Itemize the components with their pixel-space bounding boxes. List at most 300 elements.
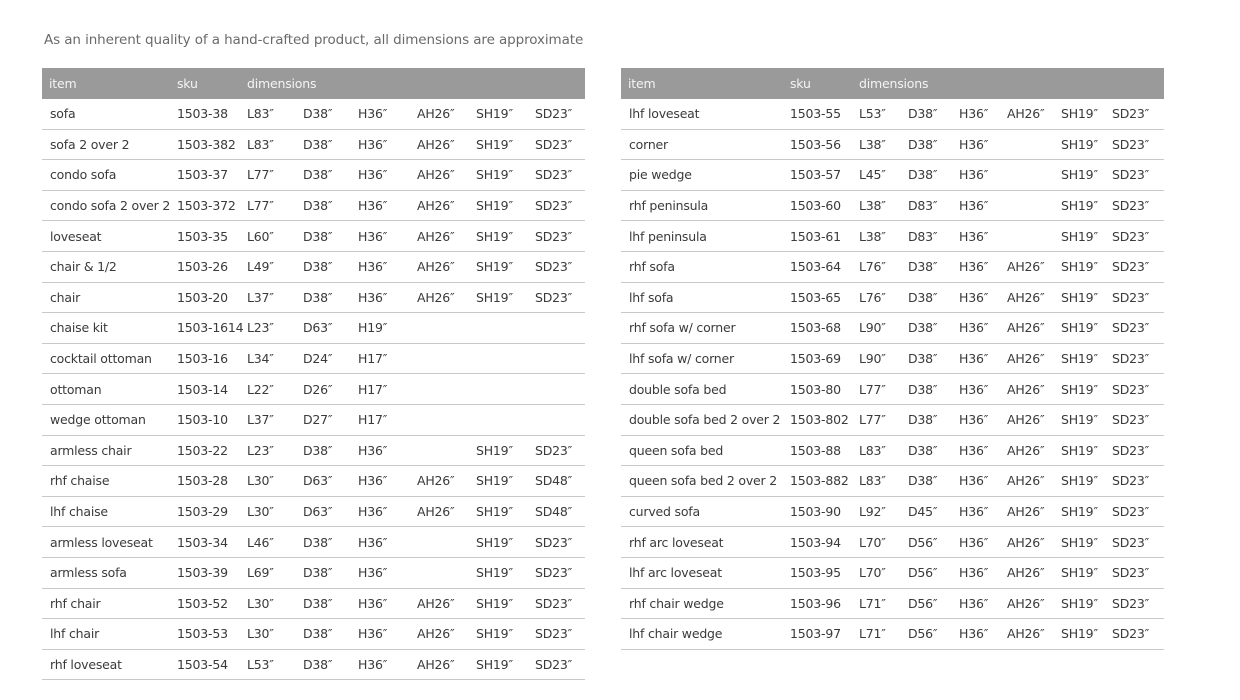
height-cell: H36″ — [351, 496, 410, 527]
height-cell: H36″ — [952, 99, 1000, 129]
depth-cell: D83″ — [901, 190, 952, 221]
sku-cell: 1503-22 — [170, 435, 240, 466]
seat-depth-cell: SD23″ — [1105, 466, 1164, 497]
sku-cell: 1503-80 — [783, 374, 852, 405]
depth-cell: D38″ — [901, 251, 952, 282]
seat-depth-cell: SD23″ — [1105, 527, 1164, 558]
arm-height-cell — [1000, 160, 1054, 191]
height-cell: H36″ — [952, 619, 1000, 650]
arm-height-cell: AH26″ — [1000, 313, 1054, 344]
item-cell: double sofa bed — [621, 374, 783, 405]
seat-height-cell: SH19″ — [1054, 160, 1105, 191]
arm-height-cell — [1000, 129, 1054, 160]
seat-height-cell: SH19″ — [1054, 99, 1105, 129]
sku-cell: 1503-28 — [170, 466, 240, 497]
seat-height-cell: SH19″ — [469, 99, 528, 129]
item-cell: armless chair — [42, 435, 170, 466]
sku-cell: 1503-382 — [170, 129, 240, 160]
length-cell: L92″ — [852, 496, 901, 527]
sku-cell: 1503-802 — [783, 404, 852, 435]
length-cell: L77″ — [240, 190, 296, 221]
item-cell: rhf chair — [42, 588, 170, 619]
seat-depth-cell: SD23″ — [1105, 404, 1164, 435]
arm-height-cell: AH26″ — [1000, 99, 1054, 129]
height-cell: H36″ — [351, 557, 410, 588]
seat-height-cell: SH19″ — [1054, 282, 1105, 313]
seat-depth-cell: SD23″ — [528, 129, 585, 160]
seat-height-cell: SH19″ — [469, 221, 528, 252]
length-cell: L37″ — [240, 404, 296, 435]
height-cell: H36″ — [351, 588, 410, 619]
table-row — [621, 221, 1164, 252]
depth-cell: D63″ — [296, 313, 351, 344]
table-row — [621, 190, 1164, 221]
item-cell: armless sofa — [42, 557, 170, 588]
item-column-header: item — [42, 68, 170, 99]
seat-depth-cell: SD23″ — [528, 160, 585, 191]
seat-depth-cell: SD23″ — [528, 221, 585, 252]
length-cell: L22″ — [240, 374, 296, 405]
seat-height-cell: SH19″ — [469, 466, 528, 497]
height-cell: H36″ — [351, 649, 410, 680]
seat-height-cell: SH19″ — [469, 496, 528, 527]
table-header-row — [42, 68, 585, 99]
seat-depth-cell: SD23″ — [528, 557, 585, 588]
depth-cell: D27″ — [296, 404, 351, 435]
depth-cell: D45″ — [901, 496, 952, 527]
height-cell: H36″ — [952, 251, 1000, 282]
length-cell: L38″ — [852, 129, 901, 160]
seat-depth-cell: SD23″ — [1105, 343, 1164, 374]
approximate-dimensions-note: As an inherent quality of a hand-crafted product, all dimensions are approximate — [44, 32, 584, 48]
arm-height-cell: AH26″ — [1000, 496, 1054, 527]
item-cell: lhf peninsula — [621, 221, 783, 252]
item-cell: rhf sofa w/ corner — [621, 313, 783, 344]
table-row — [621, 282, 1164, 313]
table-row — [621, 466, 1164, 497]
sku-cell: 1503-35 — [170, 221, 240, 252]
seat-depth-cell: SD23″ — [1105, 374, 1164, 405]
sku-cell: 1503-97 — [783, 619, 852, 650]
table-row — [42, 190, 585, 221]
seat-depth-cell: SD23″ — [1105, 129, 1164, 160]
sku-cell: 1503-88 — [783, 435, 852, 466]
table-row — [621, 619, 1164, 650]
depth-cell: D38″ — [296, 588, 351, 619]
item-cell: lhf sofa w/ corner — [621, 343, 783, 374]
arm-height-cell: AH26″ — [410, 588, 469, 619]
depth-cell: D38″ — [296, 99, 351, 129]
height-cell: H36″ — [351, 282, 410, 313]
seat-height-cell: SH19″ — [1054, 343, 1105, 374]
item-cell: cocktail ottoman — [42, 343, 170, 374]
sku-cell: 1503-68 — [783, 313, 852, 344]
seat-height-cell: SH19″ — [469, 527, 528, 558]
depth-cell: D38″ — [901, 435, 952, 466]
height-cell: H36″ — [952, 435, 1000, 466]
height-cell: H36″ — [351, 466, 410, 497]
arm-height-cell: AH26″ — [410, 129, 469, 160]
arm-height-cell — [410, 527, 469, 558]
seat-height-cell: SH19″ — [1054, 404, 1105, 435]
depth-cell: D38″ — [296, 160, 351, 191]
seat-height-cell: SH19″ — [469, 435, 528, 466]
length-cell: L45″ — [852, 160, 901, 191]
table-row — [42, 374, 585, 405]
arm-height-cell — [410, 343, 469, 374]
seat-depth-cell — [528, 374, 585, 405]
length-cell: L83″ — [240, 99, 296, 129]
height-cell: H36″ — [351, 619, 410, 650]
item-cell: lhf arc loveseat — [621, 557, 783, 588]
height-cell: H36″ — [351, 435, 410, 466]
height-cell: H36″ — [952, 466, 1000, 497]
height-cell: H36″ — [952, 129, 1000, 160]
depth-cell: D63″ — [296, 496, 351, 527]
item-cell: lhf chair wedge — [621, 619, 783, 650]
height-cell: H36″ — [351, 129, 410, 160]
sku-cell: 1503-64 — [783, 251, 852, 282]
depth-cell: D38″ — [296, 557, 351, 588]
seat-height-cell: SH19″ — [469, 190, 528, 221]
depth-cell: D38″ — [901, 282, 952, 313]
seat-depth-cell: SD23″ — [528, 527, 585, 558]
seat-height-cell: SH19″ — [1054, 557, 1105, 588]
length-cell: L53″ — [852, 99, 901, 129]
height-cell: H17″ — [351, 374, 410, 405]
seat-depth-cell: SD23″ — [528, 619, 585, 650]
height-cell: H36″ — [351, 527, 410, 558]
item-cell: rhf chair wedge — [621, 588, 783, 619]
sku-cell: 1503-38 — [170, 99, 240, 129]
length-cell: L37″ — [240, 282, 296, 313]
item-cell: chair — [42, 282, 170, 313]
dimensions-column-header: dimensions — [240, 68, 585, 99]
length-cell: L83″ — [852, 435, 901, 466]
sku-cell: 1503-65 — [783, 282, 852, 313]
item-cell: rhf arc loveseat — [621, 527, 783, 558]
sku-cell: 1503-95 — [783, 557, 852, 588]
table-row — [42, 99, 585, 129]
seat-height-cell: SH19″ — [469, 619, 528, 650]
depth-cell: D38″ — [296, 619, 351, 650]
item-cell: condo sofa — [42, 160, 170, 191]
height-cell: H19″ — [351, 313, 410, 344]
depth-cell: D38″ — [901, 466, 952, 497]
depth-cell: D38″ — [296, 190, 351, 221]
length-cell: L71″ — [852, 588, 901, 619]
seat-depth-cell: SD48″ — [528, 496, 585, 527]
item-cell: condo sofa 2 over 2 — [42, 190, 170, 221]
table-row — [42, 343, 585, 374]
item-cell: lhf sofa — [621, 282, 783, 313]
seat-depth-cell: SD23″ — [1105, 619, 1164, 650]
arm-height-cell — [410, 313, 469, 344]
dimensions-table-right — [621, 68, 1164, 650]
depth-cell: D38″ — [901, 99, 952, 129]
seat-height-cell: SH19″ — [1054, 466, 1105, 497]
seat-depth-cell: SD23″ — [1105, 282, 1164, 313]
seat-height-cell: SH19″ — [469, 282, 528, 313]
table-row — [42, 588, 585, 619]
depth-cell: D38″ — [296, 221, 351, 252]
table-row — [42, 404, 585, 435]
arm-height-cell — [1000, 221, 1054, 252]
seat-depth-cell: SD23″ — [1105, 160, 1164, 191]
length-cell: L30″ — [240, 466, 296, 497]
arm-height-cell: AH26″ — [410, 466, 469, 497]
height-cell: H36″ — [952, 557, 1000, 588]
item-cell: curved sofa — [621, 496, 783, 527]
arm-height-cell: AH26″ — [1000, 435, 1054, 466]
arm-height-cell: AH26″ — [1000, 251, 1054, 282]
table-row — [42, 619, 585, 650]
sku-cell: 1503-90 — [783, 496, 852, 527]
item-cell: wedge ottoman — [42, 404, 170, 435]
item-cell: sofa — [42, 99, 170, 129]
arm-height-cell: AH26″ — [1000, 282, 1054, 313]
table-row — [621, 313, 1164, 344]
depth-cell: D38″ — [901, 313, 952, 344]
table-row — [42, 129, 585, 160]
depth-cell: D38″ — [901, 160, 952, 191]
sku-cell: 1503-56 — [783, 129, 852, 160]
seat-depth-cell: SD23″ — [1105, 588, 1164, 619]
table-row — [42, 282, 585, 313]
table-row — [621, 435, 1164, 466]
sku-cell: 1503-94 — [783, 527, 852, 558]
table-row — [621, 404, 1164, 435]
arm-height-cell: AH26″ — [410, 619, 469, 650]
height-cell: H36″ — [351, 190, 410, 221]
depth-cell: D83″ — [901, 221, 952, 252]
seat-height-cell: SH19″ — [469, 649, 528, 680]
length-cell: L83″ — [240, 129, 296, 160]
length-cell: L53″ — [240, 649, 296, 680]
arm-height-cell — [410, 557, 469, 588]
sku-cell: 1503-882 — [783, 466, 852, 497]
sku-cell: 1503-372 — [170, 190, 240, 221]
sku-cell: 1503-29 — [170, 496, 240, 527]
depth-cell: D38″ — [296, 649, 351, 680]
length-cell: L83″ — [852, 466, 901, 497]
seat-depth-cell: SD23″ — [1105, 557, 1164, 588]
dimensions-table-left — [42, 68, 585, 680]
seat-depth-cell — [528, 343, 585, 374]
seat-depth-cell: SD23″ — [528, 435, 585, 466]
length-cell: L30″ — [240, 619, 296, 650]
table-row — [621, 496, 1164, 527]
height-cell: H36″ — [952, 496, 1000, 527]
seat-height-cell: SH19″ — [1054, 496, 1105, 527]
item-cell: corner — [621, 129, 783, 160]
length-cell: L90″ — [852, 313, 901, 344]
length-cell: L30″ — [240, 588, 296, 619]
table-row — [42, 496, 585, 527]
height-cell: H36″ — [351, 221, 410, 252]
depth-cell: D38″ — [296, 527, 351, 558]
sku-cell: 1503-37 — [170, 160, 240, 191]
arm-height-cell: AH26″ — [410, 282, 469, 313]
arm-height-cell: AH26″ — [410, 251, 469, 282]
length-cell: L77″ — [852, 374, 901, 405]
height-cell: H36″ — [952, 527, 1000, 558]
table-row — [621, 527, 1164, 558]
table-row — [42, 435, 585, 466]
length-cell: L38″ — [852, 221, 901, 252]
sku-cell: 1503-16 — [170, 343, 240, 374]
item-cell: rhf sofa — [621, 251, 783, 282]
seat-height-cell: SH19″ — [1054, 251, 1105, 282]
sku-cell: 1503-96 — [783, 588, 852, 619]
sku-cell: 1503-69 — [783, 343, 852, 374]
height-cell: H36″ — [351, 160, 410, 191]
arm-height-cell: AH26″ — [1000, 588, 1054, 619]
sku-cell: 1503-57 — [783, 160, 852, 191]
height-cell: H36″ — [351, 251, 410, 282]
sku-cell: 1503-61 — [783, 221, 852, 252]
length-cell: L38″ — [852, 190, 901, 221]
seat-depth-cell: SD23″ — [528, 99, 585, 129]
sku-cell: 1503-10 — [170, 404, 240, 435]
height-cell: H36″ — [952, 404, 1000, 435]
height-cell: H17″ — [351, 404, 410, 435]
length-cell: L77″ — [852, 404, 901, 435]
item-cell: lhf loveseat — [621, 99, 783, 129]
seat-height-cell: SH19″ — [469, 129, 528, 160]
seat-height-cell: SH19″ — [1054, 313, 1105, 344]
table-row — [621, 588, 1164, 619]
arm-height-cell — [410, 404, 469, 435]
depth-cell: D38″ — [296, 435, 351, 466]
depth-cell: D56″ — [901, 619, 952, 650]
height-cell: H36″ — [952, 343, 1000, 374]
length-cell: L76″ — [852, 282, 901, 313]
arm-height-cell: AH26″ — [1000, 466, 1054, 497]
item-cell: ottoman — [42, 374, 170, 405]
seat-height-cell: SH19″ — [1054, 190, 1105, 221]
item-cell: rhf loveseat — [42, 649, 170, 680]
height-cell: H17″ — [351, 343, 410, 374]
arm-height-cell: AH26″ — [1000, 404, 1054, 435]
item-cell: armless loveseat — [42, 527, 170, 558]
length-cell: L90″ — [852, 343, 901, 374]
arm-height-cell: AH26″ — [410, 190, 469, 221]
arm-height-cell — [410, 374, 469, 405]
seat-height-cell — [469, 313, 528, 344]
seat-depth-cell: SD23″ — [528, 588, 585, 619]
seat-height-cell: SH19″ — [469, 160, 528, 191]
table-row — [621, 251, 1164, 282]
sku-cell: 1503-55 — [783, 99, 852, 129]
table-row — [42, 527, 585, 558]
depth-cell: D38″ — [901, 374, 952, 405]
item-cell: pie wedge — [621, 160, 783, 191]
length-cell: L69″ — [240, 557, 296, 588]
sku-column-header: sku — [170, 68, 240, 99]
height-cell: H36″ — [351, 99, 410, 129]
arm-height-cell: AH26″ — [410, 221, 469, 252]
sku-column-header: sku — [783, 68, 852, 99]
seat-depth-cell — [528, 313, 585, 344]
depth-cell: D56″ — [901, 527, 952, 558]
seat-height-cell — [469, 343, 528, 374]
seat-height-cell: SH19″ — [1054, 435, 1105, 466]
sku-cell: 1503-34 — [170, 527, 240, 558]
table-row — [621, 99, 1164, 129]
sku-cell: 1503-53 — [170, 619, 240, 650]
item-cell: lhf chair — [42, 619, 170, 650]
item-cell: queen sofa bed — [621, 435, 783, 466]
table-row — [42, 466, 585, 497]
length-cell: L71″ — [852, 619, 901, 650]
seat-depth-cell: SD23″ — [1105, 221, 1164, 252]
item-cell: rhf chaise — [42, 466, 170, 497]
depth-cell: D38″ — [901, 343, 952, 374]
table-row — [42, 221, 585, 252]
table-row — [42, 557, 585, 588]
height-cell: H36″ — [952, 221, 1000, 252]
depth-cell: D38″ — [296, 251, 351, 282]
length-cell: L77″ — [240, 160, 296, 191]
seat-depth-cell: SD23″ — [1105, 435, 1164, 466]
table-header-row — [621, 68, 1164, 99]
sku-cell: 1503-20 — [170, 282, 240, 313]
seat-height-cell: SH19″ — [469, 588, 528, 619]
height-cell: H36″ — [952, 160, 1000, 191]
length-cell: L23″ — [240, 313, 296, 344]
seat-height-cell: SH19″ — [469, 557, 528, 588]
item-cell: queen sofa bed 2 over 2 — [621, 466, 783, 497]
sku-cell: 1503-54 — [170, 649, 240, 680]
depth-cell: D56″ — [901, 557, 952, 588]
table-row — [42, 649, 585, 680]
seat-height-cell: SH19″ — [1054, 527, 1105, 558]
table-row — [42, 251, 585, 282]
seat-depth-cell: SD23″ — [1105, 99, 1164, 129]
length-cell: L76″ — [852, 251, 901, 282]
height-cell: H36″ — [952, 313, 1000, 344]
height-cell: H36″ — [952, 190, 1000, 221]
arm-height-cell — [1000, 190, 1054, 221]
arm-height-cell — [410, 435, 469, 466]
seat-height-cell: SH19″ — [1054, 619, 1105, 650]
depth-cell: D38″ — [901, 404, 952, 435]
seat-depth-cell: SD23″ — [528, 282, 585, 313]
sku-cell: 1503-39 — [170, 557, 240, 588]
length-cell: L34″ — [240, 343, 296, 374]
depth-cell: D26″ — [296, 374, 351, 405]
table-row — [621, 557, 1164, 588]
arm-height-cell: AH26″ — [410, 649, 469, 680]
depth-cell: D56″ — [901, 588, 952, 619]
depth-cell: D38″ — [296, 129, 351, 160]
table-row — [42, 160, 585, 191]
seat-depth-cell: SD23″ — [1105, 313, 1164, 344]
arm-height-cell: AH26″ — [1000, 527, 1054, 558]
length-cell: L70″ — [852, 557, 901, 588]
length-cell: L49″ — [240, 251, 296, 282]
arm-height-cell: AH26″ — [410, 99, 469, 129]
length-cell: L30″ — [240, 496, 296, 527]
arm-height-cell: AH26″ — [1000, 619, 1054, 650]
table-row — [42, 313, 585, 344]
seat-depth-cell: SD23″ — [1105, 251, 1164, 282]
table-row — [621, 343, 1164, 374]
arm-height-cell: AH26″ — [1000, 557, 1054, 588]
seat-height-cell: SH19″ — [1054, 221, 1105, 252]
seat-height-cell — [469, 404, 528, 435]
